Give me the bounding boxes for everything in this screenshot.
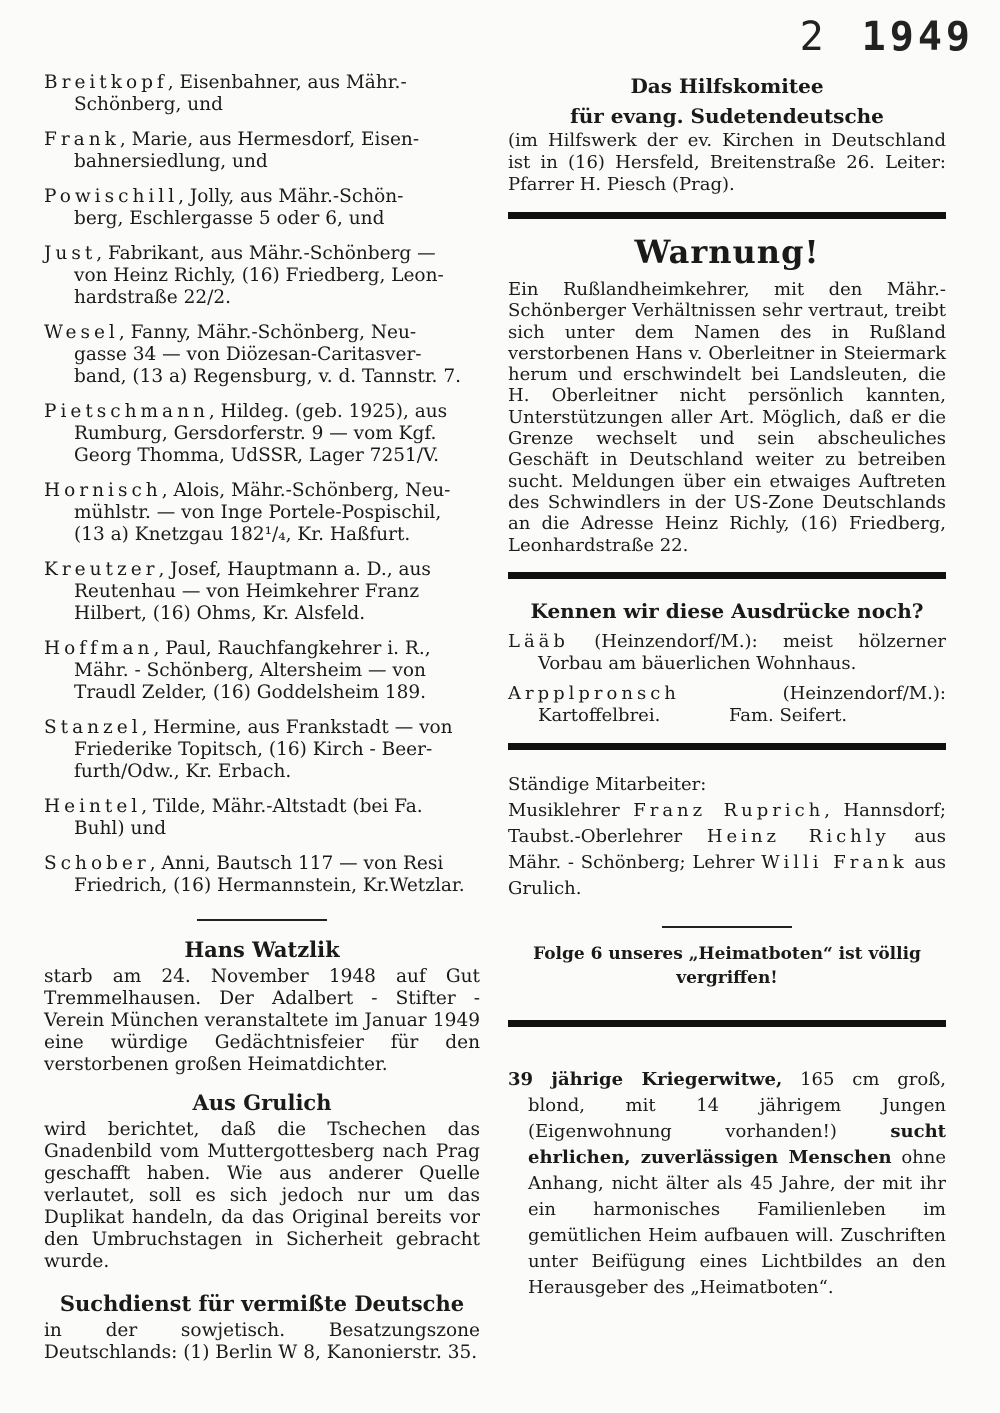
folge-notice: Folge 6 unseres „Heimatboten“ ist völlig vergriffen!	[533, 943, 921, 988]
page-number	[800, 14, 974, 60]
missing-entry	[44, 638, 480, 704]
entry-surname: Wesel	[44, 322, 119, 343]
entry-line	[44, 186, 480, 208]
hilfskomitee-notice	[508, 74, 946, 196]
inserat-lead: 39 jährige Kriegerwitwe,	[508, 1068, 783, 1090]
entry-surname: Frank	[44, 129, 120, 150]
mitarbeiter-section	[508, 772, 946, 902]
entry-line	[44, 72, 480, 94]
ausdruecke-section	[508, 598, 952, 727]
entry-surname: Just	[44, 243, 97, 264]
ausdruck-item	[508, 682, 952, 727]
inserat-bold: sucht ehrlichen, zuverlässigen Menschen	[528, 1120, 946, 1168]
suchdienst-title: Suchdienst für vermißte Deutsche	[59, 1291, 465, 1316]
entry-text: , Hermine, aus Frankstadt — von	[141, 717, 453, 738]
entry-line: Schönberg, und	[74, 94, 223, 115]
entry-surname: Kreutzer	[44, 559, 159, 580]
left-column	[44, 72, 480, 1374]
grulich-notice	[44, 1090, 480, 1273]
entry-line: berg, Eschlergasse 5 oder 6, und	[74, 208, 385, 229]
warnung-text: Ein Rußlandheimkehrer, mit den Mähr.-Schönberger Verhältnissen sehr vertraut, treibt sich unter dem Namen des in Rußland verstorbenen Hans v. Oberleitner in Steiermark herum und erschwindelt bei Landsleuten, die H. Oberleitner nicht persönlich kannten, Unterstützungen aller Art. Möglich, daß er die Grenze wechselt und sein abscheuliches Geschäft in Deutschland weiter zu betreiben sucht. Meldungen über ein etwaiges Auftreten des Schwindlers in der US-Zone Deutschlands an die Adresse Heinz Richly, (16) Friedberg, Leonhardstraße 22.	[508, 279, 946, 556]
entry-line: furth/Odw., Kr. Erbach.	[74, 761, 292, 782]
ausdruck-text: (Heinzendorf/M.): Kartoffelbrei. Fam. Seifert.	[538, 682, 952, 726]
entry-text: , Fabrikant, aus Mähr.-Schönberg —	[96, 243, 436, 264]
missing-entry	[44, 72, 480, 116]
thick-divider	[508, 572, 946, 579]
entry-line: Rumburg, Gersdorferstr. 9 — vom Kgf.	[74, 423, 437, 444]
missing-entry	[44, 853, 480, 897]
entry-line: Friedrich, (16) Hermannstein, Kr.Wetzlar.	[74, 875, 465, 896]
warnung-title: Warnung!	[634, 233, 820, 271]
inserat-part1: 165 cm groß, blond, mit 14 jährigem Jungen (Eigenwohnung vorhanden!)	[528, 1068, 946, 1142]
suchdienst-text: in der sowjetisch. Besatzungszone Deutschlands: (1) Berlin W 8, Kanonierstr. 35.	[44, 1320, 480, 1363]
mitarbeiter-text	[508, 798, 946, 902]
entry-text: , Alois, Mähr.-Schönberg, Neu-	[161, 480, 451, 501]
mitarbeiter-pre: Musiklehrer	[508, 799, 634, 821]
entry-line	[44, 243, 480, 265]
entry-line	[44, 129, 480, 151]
entry-text: , Eisenbahner, aus Mähr.-	[167, 72, 407, 93]
missing-entry	[44, 129, 480, 173]
entry-surname: Hornisch	[44, 480, 162, 501]
entry-text: , Marie, aus Hermesdorf, Eisen-	[119, 129, 420, 150]
mitarbeiter-post: aus Grulich.	[508, 851, 946, 899]
entry-line: gasse 34 — von Diözesan-Caritasver-	[74, 344, 422, 365]
entry-line	[44, 322, 480, 344]
hilfskomitee-title-1: Das Hilfskomitee	[630, 74, 824, 98]
entry-text: , Fanny, Mähr.-Schönberg, Neu-	[118, 322, 417, 343]
hilfskomitee-text: (im Hilfswerk der ev. Kirchen in Deutschland ist in (16) Hersfeld, Breitenstraße 26. Leiter: Pfarrer H. Piesch (Prag).	[508, 130, 946, 195]
missing-entry	[44, 186, 480, 230]
inserat	[508, 1067, 946, 1301]
entry-line: Reutenhau — von Heimkehrer Franz	[74, 581, 420, 602]
ausdruecke-title: Kennen wir diese Ausdrücke noch?	[530, 598, 924, 623]
entry-line: Buhl) und	[74, 818, 167, 839]
right-column	[508, 74, 952, 1319]
entry-surname: Stanzel	[44, 717, 142, 738]
entry-surname: Heintel	[44, 796, 142, 817]
year: 1949	[861, 14, 974, 60]
entry-surname: Breitkopf	[44, 72, 168, 93]
mitarbeiter-name: Heinz Richly	[706, 825, 890, 847]
entry-line	[44, 559, 480, 581]
thick-divider	[508, 212, 946, 219]
ausdruck-term: Lääb	[508, 630, 569, 652]
entry-line: bahnersiedlung, und	[74, 151, 268, 172]
suchdienst-notice	[44, 1291, 480, 1364]
entry-text: , Josef, Hauptmann a. D., aus	[158, 559, 431, 580]
page-no: 2	[799, 14, 828, 60]
entry-line	[44, 717, 480, 739]
entry-text: , Paul, Rauchfangkehrer i. R.,	[153, 638, 431, 659]
ausdruck-text: (Heinzendorf/M.): meist hölzerner Vorbau am bäuerlichen Wohnhaus.	[538, 630, 946, 674]
watzlik-notice	[44, 937, 480, 1076]
entry-text: , Tilde, Mähr.-Altstadt (bei Fa.	[141, 796, 423, 817]
mitarbeiter-name: Franz Ruprich	[633, 799, 825, 821]
missing-entry	[44, 717, 480, 783]
entry-line: Friederike Topitsch, (16) Kirch - Beer-	[74, 739, 433, 760]
mitarbeiter-name: Willi Frank	[761, 851, 908, 873]
inserat-part2: ohne Anhang, nicht älter als 45 Jahre, der mit ihr ein harmonisches Familienleben im gemütlichen Heim aufbauen will. Zuschriften unter Beifügung eines Lichtbildes an den Herausgeber des „Heimatboten“.	[528, 1146, 947, 1298]
entry-line	[44, 401, 480, 423]
mitarbeiter-label: Ständige Mitarbeiter:	[508, 773, 707, 795]
watzlik-text: starb am 24. November 1948 auf Gut Tremmelhausen. Der Adalbert - Stifter - Verein München veranstaltete im Januar 1949 eine würdige Gedächtnisfeier für den verstorbenen großen Heimatdichter.	[44, 966, 480, 1075]
mitarbeiter-mid: , Hannsdorf; Taubst.-Oberlehrer	[508, 799, 946, 847]
divider	[197, 919, 327, 921]
entry-line: (13 a) Knetzgau 182¹/₄, Kr. Haßfurt.	[74, 524, 411, 545]
ausdruck-item	[508, 631, 946, 675]
mitarbeiter-mid: aus Mähr. - Schönberg; Lehrer	[508, 825, 946, 873]
grulich-title: Aus Grulich	[192, 1090, 332, 1115]
missing-entry	[44, 401, 480, 467]
entry-text: , Anni, Bautsch 117 — von Resi	[149, 853, 444, 874]
entry-line	[44, 853, 480, 875]
warnung-notice	[508, 233, 946, 556]
missing-entry	[44, 796, 480, 840]
entry-line: von Heinz Richly, (16) Friedberg, Leon-	[74, 265, 444, 286]
thick-divider	[508, 1020, 946, 1027]
entry-line	[44, 480, 480, 502]
entry-line: Traudl Zelder, (16) Goddelsheim 189.	[74, 682, 427, 703]
entry-surname: Powischill	[44, 186, 179, 207]
entry-line: hardstraße 22/2.	[74, 287, 232, 308]
watzlik-title: Hans Watzlik	[184, 937, 340, 962]
entry-line: band, (13 a) Regensburg, v. d. Tannstr. 7.	[74, 366, 461, 387]
entry-line	[44, 638, 480, 660]
entry-line: Hilbert, (16) Ohms, Kr. Alsfeld.	[74, 603, 366, 624]
grulich-text: wird berichtet, daß die Tschechen das Gnadenbild vom Muttergottesberg nach Prag geschafft haben. Wie aus anderer Quelle verlautet, soll es sich jedoch nur um das Duplikat handeln, da das Original bereits vor den Umbruchstagen in Sicherheit gebracht wurde.	[44, 1119, 480, 1272]
entry-line	[44, 796, 480, 818]
entry-surname: Schober	[44, 853, 150, 874]
entry-surname: Pietschmann	[44, 401, 209, 422]
missing-entry	[44, 559, 480, 625]
missing-persons-list	[44, 72, 480, 897]
entry-line: Georg Thomma, UdSSR, Lager 7251/V.	[74, 445, 439, 466]
missing-entry	[44, 322, 480, 388]
entry-line: mühlstr. — von Inge Portele-Pospischil,	[74, 502, 442, 523]
missing-entry	[44, 480, 480, 546]
divider	[662, 926, 792, 928]
entry-surname: Hoffman	[44, 638, 154, 659]
ausdruck-term: Arpplpronsch	[508, 682, 680, 704]
entry-text: , Hildeg. (geb. 1925), aus	[208, 401, 448, 422]
entry-text: , Jolly, aus Mähr.-Schön-	[178, 186, 404, 207]
hilfskomitee-title-2: für evang. Sudetendeutsche	[570, 104, 884, 128]
entry-line: Mähr. - Schönberg, Altersheim — von	[74, 660, 426, 681]
missing-entry	[44, 243, 480, 309]
thick-divider	[508, 743, 946, 750]
